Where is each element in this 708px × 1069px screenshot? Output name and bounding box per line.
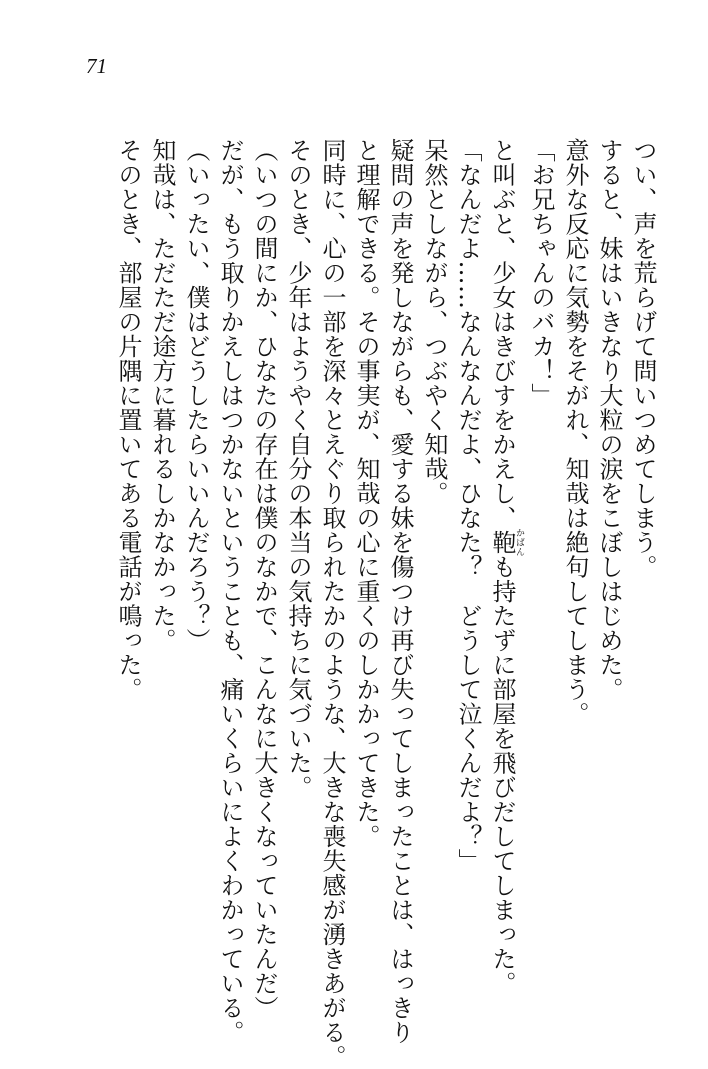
text-line: と理解できる。その事実が、知哉の心に重くのしかかってきた。 bbox=[352, 138, 380, 849]
text-line: 「お兄ちゃんのバカ！」 bbox=[527, 138, 555, 408]
text-line: すると、妹はいきなり大粒の涙をこぼしはじめた。 bbox=[595, 138, 623, 702]
ruby-reading: かばん bbox=[514, 528, 524, 557]
text-segment: も持たずに部屋を飛びだしてしまった。 bbox=[488, 554, 516, 996]
text-line: （いったい、僕はどうしたらいいんだろう？） bbox=[182, 138, 210, 653]
ruby-word bbox=[488, 528, 524, 557]
text-line: そのとき、部屋の片隅に置いてある電話が鳴った。 bbox=[114, 138, 142, 702]
text-line: つい、声を荒らげて問いつめてしまう。 bbox=[629, 138, 657, 579]
text-line: 疑問の声を発しながらも、愛する妹を傷つけ再び失ってしまったことは、はっきり bbox=[386, 138, 414, 1045]
ruby-base: 鞄 bbox=[488, 528, 516, 557]
text-line: 呆然としながら、つぶやく知哉。 bbox=[420, 138, 448, 506]
text-line: そのとき、少年はようやく自分の本当の気持ちに気づいた。 bbox=[284, 138, 312, 800]
text-segment: と叫ぶと、少女はきびすをかえし、 bbox=[488, 138, 516, 530]
text-line bbox=[485, 138, 524, 1018]
text-line: だが、もう取りかえしはつかないということも、痛いくらいによくわかっている。 bbox=[216, 138, 244, 1045]
text-line: 意外な反応に気勢をそがれ、知哉は絶句してしまう。 bbox=[561, 138, 589, 726]
text-line: （いつの間にか、ひなたの存在は僕のなかで、こんなに大きくなっていたんだ） bbox=[250, 138, 278, 1020]
text-line: 同時に、心の一部を深々とえぐり取られたかのような、大きな喪失感が湧きあがる。 bbox=[318, 138, 346, 1069]
page-number: 71 bbox=[86, 54, 107, 78]
text-line: 知哉は、ただただ途方に暮れるしかなかった。 bbox=[148, 138, 176, 653]
text-line: 「なんだよ……なんなんだよ、ひなた？ どうして泣くんだよ？」 bbox=[454, 138, 482, 873]
body-text bbox=[30, 138, 660, 1069]
